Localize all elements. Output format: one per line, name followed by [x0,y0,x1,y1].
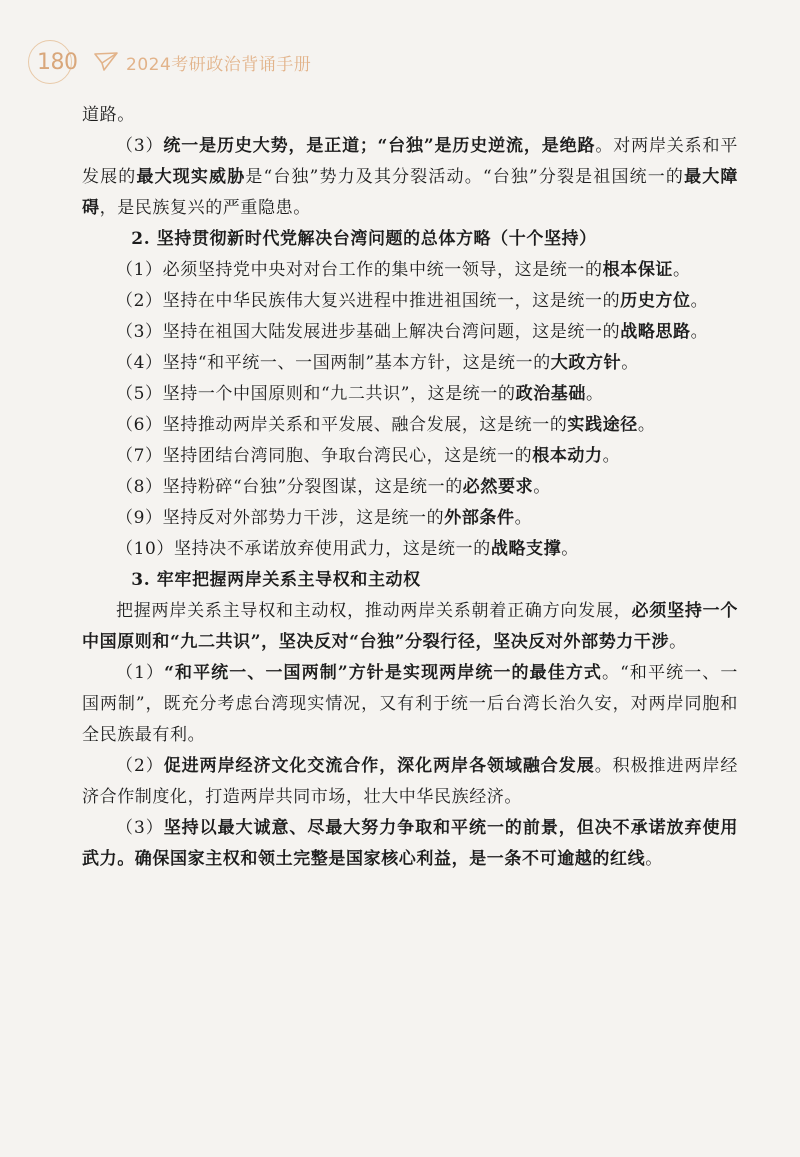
list-item: （6）坚持推动两岸关系和平发展、融合发展，这是统一的实践途径。 [116,415,656,435]
bold-text: 统一是历史大势，是正道；“台独”是历史逆流，是绝路 [163,136,596,156]
list-item: （1）必须坚持党中央对对台工作的集中统一领导，这是统一的根本保证。 [116,260,691,280]
text: 。对两岸关系和平发展的 [82,136,738,187]
page-number: 180 [28,40,72,84]
text: 是“台独”势力及其分裂活动。“台独”分裂是祖国统一的 [245,167,685,187]
paragraph: 把握两岸关系主导权和主动权，推动两岸关系朝着正确方向发展，必须坚持一个中国原则和“九二共识”，坚决反对“台独”分裂行径，坚决反对外部势力干涉。 [82,601,738,652]
paper-plane-icon [94,52,118,72]
paragraph: （2）促进两岸经济文化交流合作，深化两岸各领域融合发展。积极推进两岸经济合作制度化，打造两岸共同市场，壮大中华民族经济。 [82,756,738,807]
list-item: （2）坚持在中华民族伟大复兴进程中推进祖国统一，这是统一的历史方位。 [116,291,709,311]
list-item: （10）坚持决不承诺放弃使用武力，这是统一的战略支撑。 [116,539,579,559]
text: 道路。 [82,105,135,125]
text: ，是民族复兴的严重隐患。 [99,198,311,218]
paragraph: （3）坚持以最大诚意、尽最大努力争取和平统一的前景，但决不承诺放弃使用武力。确保国家主权和领土完整是国家核心利益，是一条不可逾越的红线。 [82,818,738,869]
page-header [28,40,311,84]
text: （3） [116,136,164,156]
section-heading: 3. 牢牢把握两岸关系主导权和主动权 [131,570,421,590]
section-heading: 2. 坚持贯彻新时代党解决台湾问题的总体方略（十个坚持） [131,229,597,249]
list-item: （7）坚持团结台湾同胞、争取台湾民心，这是统一的根本动力。 [116,446,621,466]
list-item: （5）坚持一个中国原则和“九二共识”，这是统一的政治基础。 [116,384,604,404]
page-body [82,100,738,875]
list-item: （8）坚持粉碎“台独”分裂图谋，这是统一的必然要求。 [116,477,551,497]
bold-text: 最大现实威胁 [136,167,246,187]
list-item: （9）坚持反对外部势力干涉，这是统一的外部条件。 [116,508,533,528]
paragraph [82,131,738,224]
list-item: （4）坚持“和平统一、一国两制”基本方针，这是统一的大政方针。 [116,353,639,373]
paragraph: （1）“和平统一、一国两制”方针是实现两岸统一的最佳方式。“和平统一、一国两制”，既充分考虑台湾现实情况，又有利于统一后台湾长治久安，对两岸同胞和全民族最有利。 [82,663,738,745]
list-item: （3）坚持在祖国大陆发展进步基础上解决台湾问题，这是统一的战略思路。 [116,322,709,342]
bold-text: 最大障碍 [82,167,738,218]
book-title: 2024考研政治背诵手册 [126,54,312,75]
paragraph [82,100,738,131]
